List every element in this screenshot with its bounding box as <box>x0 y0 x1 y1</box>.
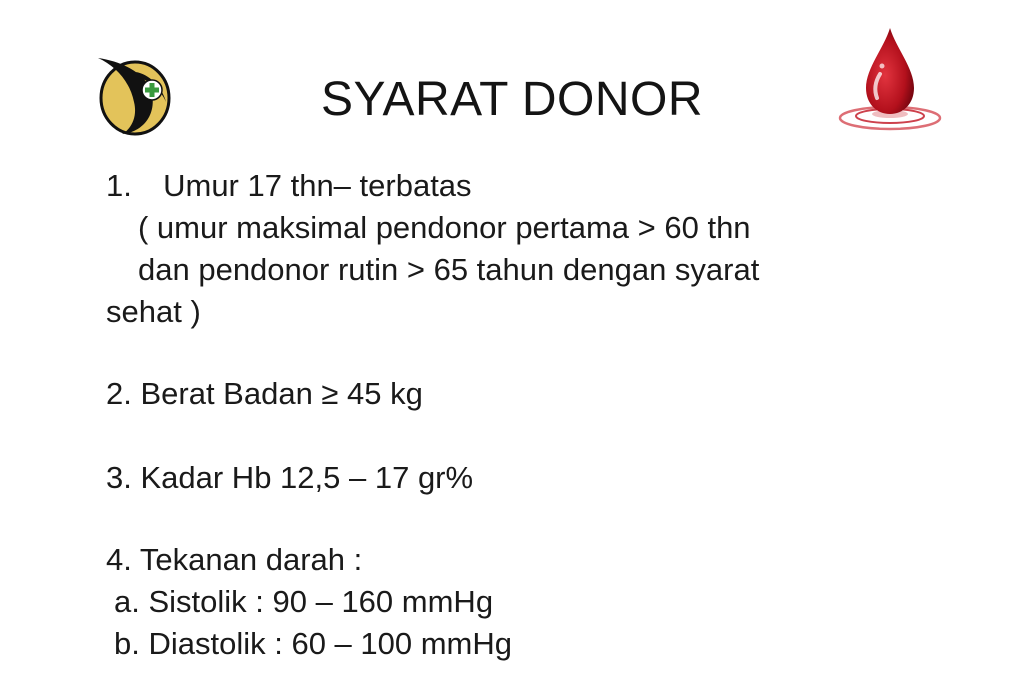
page-title: SYARAT DONOR <box>320 73 704 126</box>
requirement-1-note-line-2: dan pendonor rutin > 65 tahun dengan syarat <box>138 252 760 287</box>
requirement-4-systolic: a. Sistolik : 90 – 160 mmHg <box>114 584 494 619</box>
requirement-1-note-line-1: ( umur maksimal pendonor pertama > 60 thn <box>138 210 751 245</box>
requirement-1-note-line-3: sehat ) <box>106 294 201 329</box>
requirement-3: 3. Kadar Hb 12,5 – 17 gr% <box>106 460 474 495</box>
requirement-1-text: Umur 17 thn– terbatas <box>163 168 472 203</box>
requirement-2: 2. Berat Badan ≥ 45 kg <box>106 376 423 411</box>
requirement-1-number: 1. <box>106 168 132 203</box>
requirement-1 <box>106 166 472 206</box>
requirement-4-diastolic: b. Diastolik : 60 – 100 mmHg <box>114 626 513 661</box>
requirement-4: 4. Tekanan darah : <box>106 542 363 577</box>
